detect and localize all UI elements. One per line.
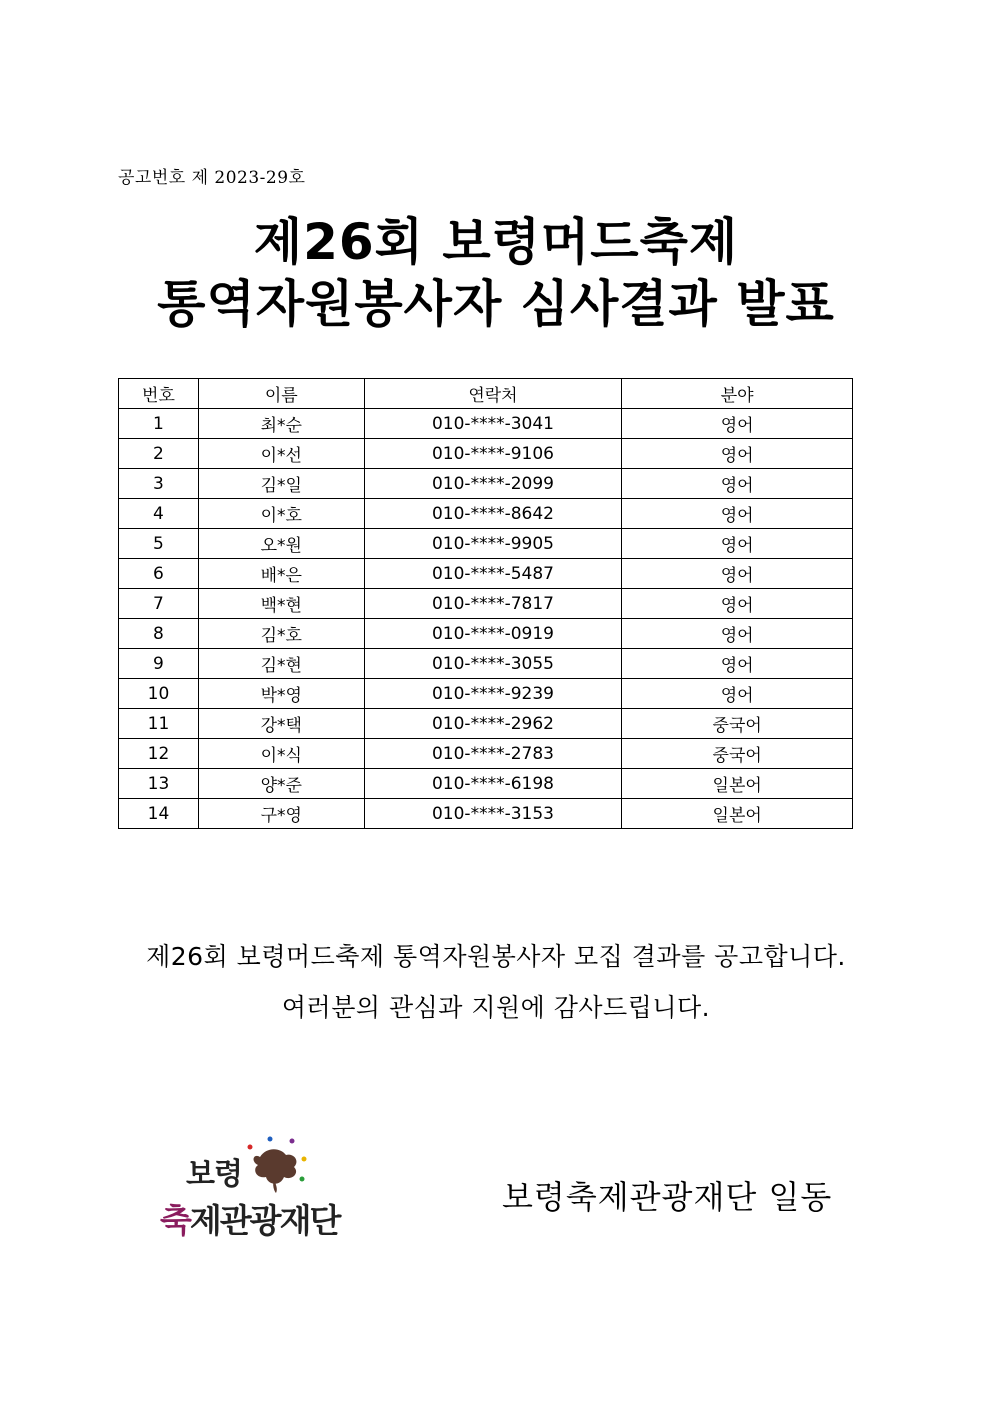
announcement-line2: 여러분의 관심과 지원에 감사드립니다.: [281, 993, 711, 1022]
table-row: [119, 529, 853, 559]
cell-field: 영어: [622, 439, 853, 469]
cell-number: 3: [119, 469, 199, 499]
cell-contact: 010-****-5487: [364, 559, 622, 589]
cell-contact: 010-****-2783: [364, 739, 622, 769]
page-title-line2: 통역자원봉사자 심사결과 발표: [157, 275, 835, 333]
cell-field: 중국어: [622, 739, 853, 769]
cell-number: 11: [119, 709, 199, 739]
header-name: 이름: [198, 379, 364, 409]
cell-name: 오*원: [198, 529, 364, 559]
cell-field: 일본어: [622, 769, 853, 799]
cell-field: 영어: [622, 529, 853, 559]
logo-text-top: 보령: [186, 1157, 242, 1192]
cell-name: 배*은: [198, 559, 364, 589]
cell-name: 박*영: [198, 679, 364, 709]
cell-number: 13: [119, 769, 199, 799]
cell-name: 김*현: [198, 649, 364, 679]
cell-contact: 010-****-0919: [364, 619, 622, 649]
cell-number: 2: [119, 439, 199, 469]
logo-char-5: 재단: [279, 1201, 340, 1240]
cell-contact: 010-****-3055: [364, 649, 622, 679]
header-number: 번호: [119, 379, 199, 409]
table-body: [119, 409, 853, 829]
cell-name: 최*순: [198, 409, 364, 439]
cell-contact: 010-****-2962: [364, 709, 622, 739]
cell-contact: 010-****-9905: [364, 529, 622, 559]
table-row: [119, 769, 853, 799]
cell-number: 10: [119, 679, 199, 709]
cell-field: 영어: [622, 589, 853, 619]
cell-field: 일본어: [622, 799, 853, 829]
cell-number: 9: [119, 649, 199, 679]
cell-field: 영어: [622, 649, 853, 679]
header-field: 분야: [622, 379, 853, 409]
table-row: [119, 739, 853, 769]
cell-field: 중국어: [622, 709, 853, 739]
logo-char-1: 축: [160, 1201, 190, 1240]
cell-contact: 010-****-6198: [364, 769, 622, 799]
cell-contact: 010-****-9239: [364, 679, 622, 709]
cell-name: 김*호: [198, 619, 364, 649]
cell-number: 1: [119, 409, 199, 439]
table-row: [119, 559, 853, 589]
announcement-line1: 제26회 보령머드축제 통역자원봉사자 모집 결과를 공고합니다.: [146, 942, 846, 971]
cell-number: 7: [119, 589, 199, 619]
cell-field: 영어: [622, 679, 853, 709]
cell-contact: 010-****-3041: [364, 409, 622, 439]
cell-contact: 010-****-2099: [364, 469, 622, 499]
issuer-signature: 보령축제관광재단 일동: [502, 1178, 833, 1216]
cell-number: 4: [119, 499, 199, 529]
cell-contact: 010-****-3153: [364, 799, 622, 829]
table-row: [119, 679, 853, 709]
page-title-line1: 제26회 보령머드축제: [253, 213, 739, 271]
table-row: [119, 469, 853, 499]
cell-number: 6: [119, 559, 199, 589]
mud-splash-icon: [240, 1135, 310, 1195]
table-row: [119, 439, 853, 469]
table-header-row: [119, 379, 853, 409]
cell-number: 12: [119, 739, 199, 769]
logo-char-4: 광: [249, 1201, 280, 1240]
cell-name: 양*준: [198, 769, 364, 799]
foundation-logo: [158, 1135, 368, 1250]
cell-contact: 010-****-9106: [364, 439, 622, 469]
cell-field: 영어: [622, 469, 853, 499]
cell-name: 이*호: [198, 499, 364, 529]
table-row: [119, 409, 853, 439]
logo-char-3: 관: [219, 1201, 250, 1240]
cell-name: 김*일: [198, 469, 364, 499]
table-row: [119, 799, 853, 829]
cell-field: 영어: [622, 559, 853, 589]
cell-contact: 010-****-7817: [364, 589, 622, 619]
table-row: [119, 589, 853, 619]
table-row: [119, 499, 853, 529]
cell-name: 이*선: [198, 439, 364, 469]
table-row: [119, 619, 853, 649]
cell-field: 영어: [622, 619, 853, 649]
cell-name: 강*택: [198, 709, 364, 739]
results-table: [118, 378, 853, 829]
cell-name: 이*식: [198, 739, 364, 769]
cell-contact: 010-****-8642: [364, 499, 622, 529]
cell-number: 8: [119, 619, 199, 649]
cell-number: 14: [119, 799, 199, 829]
table-row: [119, 649, 853, 679]
table-row: [119, 709, 853, 739]
cell-field: 영어: [622, 499, 853, 529]
cell-field: 영어: [622, 409, 853, 439]
logo-char-2: 제: [189, 1201, 220, 1240]
logo-text-bottom: [160, 1195, 339, 1242]
cell-name: 구*영: [198, 799, 364, 829]
notice-number: 공고번호 제 2023-29호: [118, 168, 306, 188]
cell-name: 백*현: [198, 589, 364, 619]
header-contact: 연락처: [364, 379, 622, 409]
cell-number: 5: [119, 529, 199, 559]
